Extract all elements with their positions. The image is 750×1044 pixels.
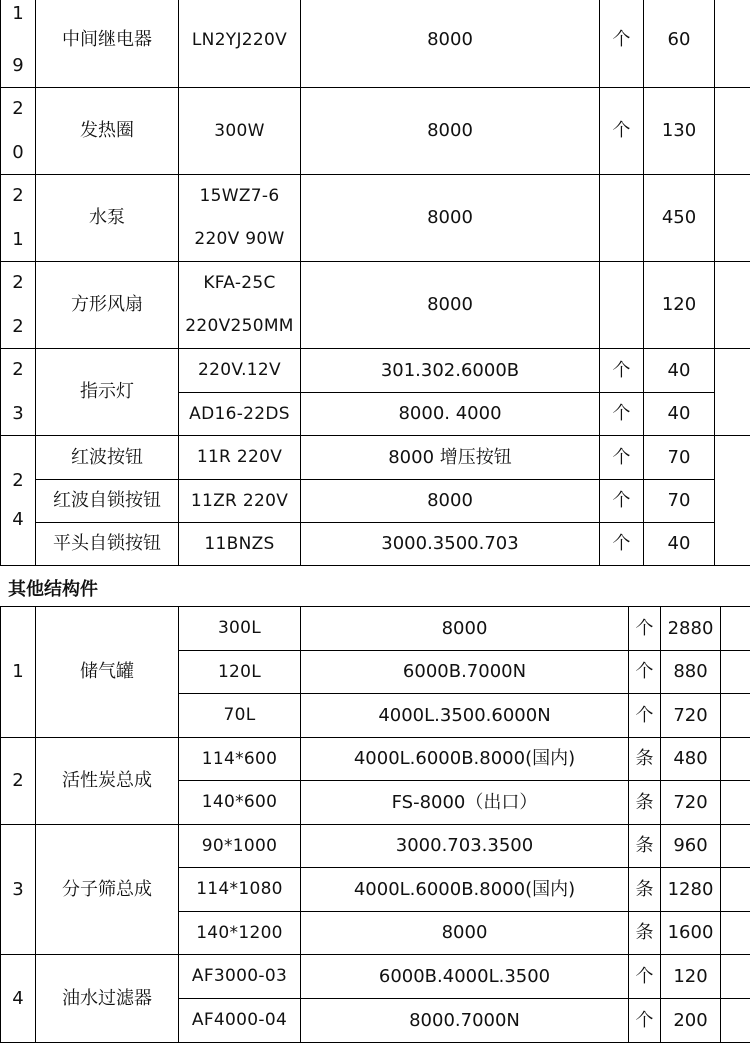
part-model: 140*1200	[179, 912, 301, 955]
table-row	[1, 262, 750, 349]
row-number: 2 1	[1, 175, 36, 262]
unit: 条	[629, 825, 661, 868]
price: 480	[661, 738, 721, 781]
compatible-models: 8000	[301, 175, 600, 262]
row-number: 1 9	[1, 0, 36, 88]
compatible-models: 8000. 4000	[301, 393, 600, 436]
compatible-models: 8000	[301, 262, 600, 349]
price: 2880	[661, 607, 721, 651]
unit: 个	[629, 607, 661, 651]
part-name: 指示灯	[36, 349, 179, 436]
row-number: 1	[1, 607, 36, 738]
part-model: LN2YJ220V	[179, 0, 301, 88]
empty-cell	[721, 607, 750, 651]
compatible-models: 4000L.3500.6000N	[301, 694, 629, 738]
table-row	[1, 480, 750, 523]
price: 450	[644, 175, 715, 262]
row-number: 2 0	[1, 88, 36, 175]
unit: 个	[600, 349, 644, 393]
part-name: 红波自锁按钮	[36, 480, 179, 523]
part-model: 15WZ7-6 220V 90W	[179, 175, 301, 262]
part-name: 分子筛总成	[36, 825, 179, 955]
unit	[600, 262, 644, 349]
table-row	[1, 349, 750, 393]
unit: 个	[629, 955, 661, 999]
empty-cell	[715, 88, 750, 175]
empty-cell	[721, 781, 750, 825]
table-row	[1, 436, 750, 480]
part-model: KFA-25C 220V250MM	[179, 262, 301, 349]
table-row	[1, 738, 750, 781]
part-model: AF4000-04	[179, 999, 301, 1043]
part-name: 中间继电器	[36, 0, 179, 88]
price: 1600	[661, 912, 721, 955]
table-row	[1, 523, 750, 566]
unit: 个	[629, 999, 661, 1043]
part-name: 发热圈	[36, 88, 179, 175]
price: 200	[661, 999, 721, 1043]
row-number: 2 3	[1, 349, 36, 436]
part-name: 储气罐	[36, 607, 179, 738]
empty-cell	[721, 825, 750, 868]
compatible-models: 3000.3500.703	[301, 523, 600, 566]
part-name: 红波按钮	[36, 436, 179, 480]
part-name: 平头自锁按钮	[36, 523, 179, 566]
price: 960	[661, 825, 721, 868]
unit: 个	[600, 523, 644, 566]
table-row	[1, 88, 750, 175]
part-model: AD16-22DS	[179, 393, 301, 436]
unit: 个	[629, 694, 661, 738]
row-number: 3	[1, 825, 36, 955]
unit: 条	[629, 868, 661, 912]
empty-cell	[715, 0, 750, 88]
part-model: 300L	[179, 607, 301, 651]
table-row	[1, 0, 750, 88]
part-model: 114*600	[179, 738, 301, 781]
part-model: 11BNZS	[179, 523, 301, 566]
part-model: 140*600	[179, 781, 301, 825]
row-number: 4	[1, 955, 36, 1043]
part-name: 方形风扇	[36, 262, 179, 349]
empty-cell	[715, 262, 750, 349]
empty-cell	[715, 436, 750, 566]
unit: 条	[629, 912, 661, 955]
part-model: 120L	[179, 651, 301, 694]
part-name: 油水过滤器	[36, 955, 179, 1043]
unit: 个	[629, 651, 661, 694]
empty-cell	[721, 999, 750, 1043]
table-row	[1, 175, 750, 262]
row-number: 2 4	[1, 436, 36, 566]
compatible-models: 8000.7000N	[301, 999, 629, 1043]
part-model: AF3000-03	[179, 955, 301, 999]
part-model: 114*1080	[179, 868, 301, 912]
empty-cell	[715, 349, 750, 436]
compatible-models: 8000 增压按钮	[301, 436, 600, 480]
section-title: 其他结构件	[8, 579, 98, 600]
empty-cell	[721, 738, 750, 781]
compatible-models: 4000L.6000B.8000(国内)	[301, 738, 629, 781]
part-name: 水泵	[36, 175, 179, 262]
part-model: 300W	[179, 88, 301, 175]
part-model: 220V.12V	[179, 349, 301, 393]
unit: 条	[629, 738, 661, 781]
price: 720	[661, 781, 721, 825]
unit: 个	[600, 436, 644, 480]
empty-cell	[721, 912, 750, 955]
compatible-models: 8000	[301, 0, 600, 88]
price: 70	[644, 480, 715, 523]
compatible-models: 8000	[301, 912, 629, 955]
compatible-models: 8000	[301, 480, 600, 523]
row-number: 2 2	[1, 262, 36, 349]
price: 120	[644, 262, 715, 349]
compatible-models: 6000B.4000L.3500	[301, 955, 629, 999]
price: 880	[661, 651, 721, 694]
empty-cell	[715, 175, 750, 262]
parts-table-structural	[0, 606, 750, 1043]
unit: 个	[600, 480, 644, 523]
compatible-models: 8000	[301, 88, 600, 175]
price: 120	[661, 955, 721, 999]
price: 130	[644, 88, 715, 175]
table-row	[1, 825, 750, 868]
table-row	[1, 955, 750, 999]
unit: 个	[600, 0, 644, 88]
part-name: 活性炭总成	[36, 738, 179, 825]
empty-cell	[721, 955, 750, 999]
compatible-models: 3000.703.3500	[301, 825, 629, 868]
compatible-models: 6000B.7000N	[301, 651, 629, 694]
price: 70	[644, 436, 715, 480]
part-model: 11ZR 220V	[179, 480, 301, 523]
price: 1280	[661, 868, 721, 912]
table-row	[1, 607, 750, 651]
unit: 条	[629, 781, 661, 825]
compatible-models: 4000L.6000B.8000(国内)	[301, 868, 629, 912]
row-number: 2	[1, 738, 36, 825]
part-model: 70L	[179, 694, 301, 738]
compatible-models: 301.302.6000B	[301, 349, 600, 393]
empty-cell	[721, 651, 750, 694]
price: 720	[661, 694, 721, 738]
price: 40	[644, 523, 715, 566]
empty-cell	[721, 694, 750, 738]
price: 40	[644, 349, 715, 393]
price: 40	[644, 393, 715, 436]
part-model: 90*1000	[179, 825, 301, 868]
compatible-models: FS-8000（出口）	[301, 781, 629, 825]
compatible-models: 8000	[301, 607, 629, 651]
unit	[600, 175, 644, 262]
unit: 个	[600, 88, 644, 175]
empty-cell	[721, 868, 750, 912]
part-model: 11R 220V	[179, 436, 301, 480]
price: 60	[644, 0, 715, 88]
unit: 个	[600, 393, 644, 436]
